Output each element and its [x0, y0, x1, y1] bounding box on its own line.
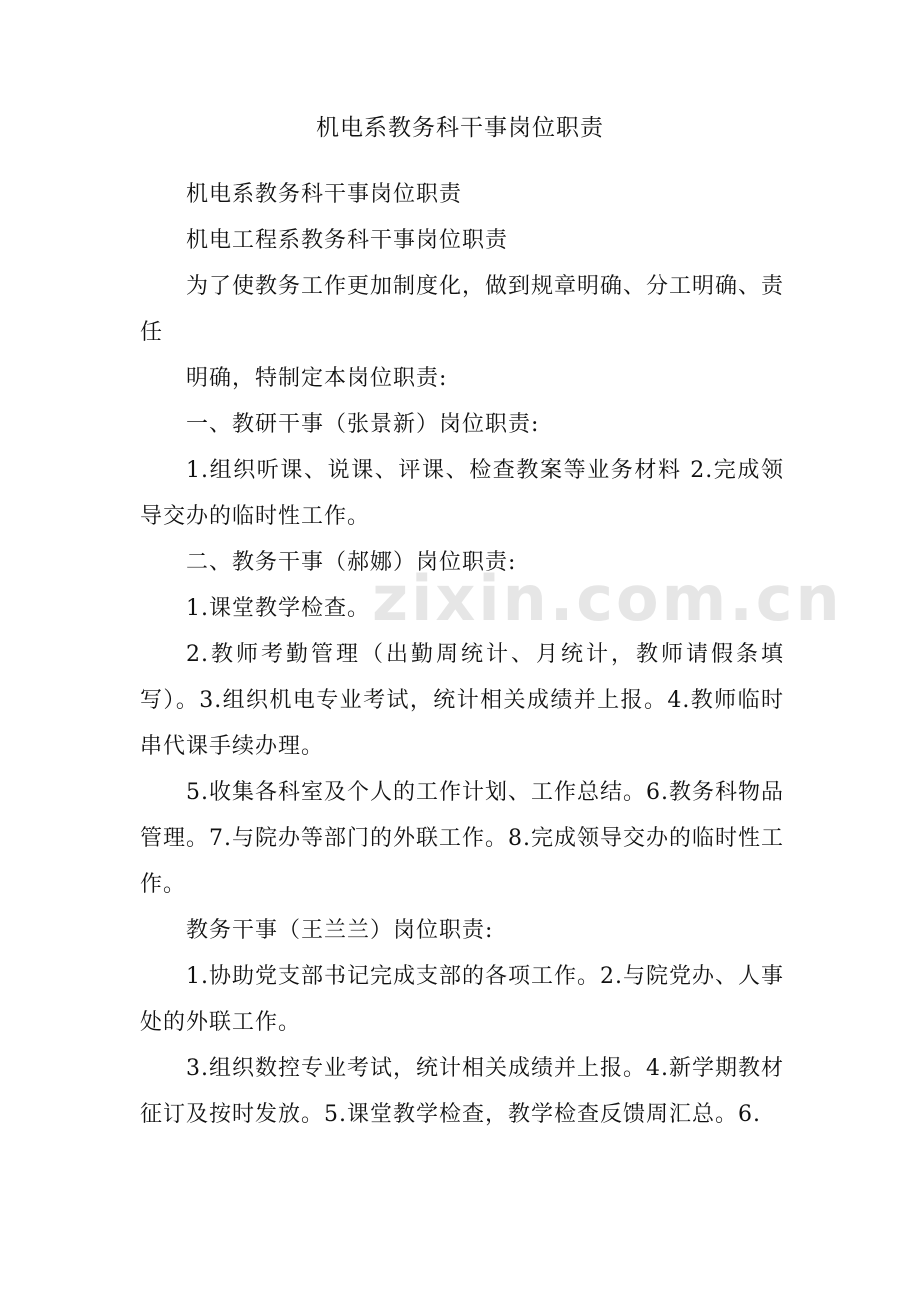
section-heading: 一、教研干事（张景新）岗位职责: [186, 412, 540, 437]
paragraph: 1.组织听课、说课、评课、检查教案等业务材料 2.完成领导交办的临时性工作。 [140, 458, 784, 529]
document-title: 机电系教务科干事岗位职责 [316, 115, 604, 141]
section-heading: 教务干事（王兰兰）岗位职责: [186, 918, 494, 943]
watermark-text: zixin.com.cn [372, 562, 843, 635]
paragraph: 3.组织数控专业考试，统计相关成绩并上报。4.新学期教材征订及按时发放。5.课堂教学检查，教学检查反馈周汇总。6. [140, 1056, 784, 1127]
paragraph: 5.收集各科室及个人的工作计划、工作总结。6.教务科物品管理。7.与院办等部门的外联工作。8.完成领导交办的临时性工作。 [140, 780, 784, 897]
paragraph: 明确，特制定本岗位职责: [186, 366, 448, 391]
paragraph: 为了使教务工作更加制度化，做到规章明确、分工明确、责任 [140, 274, 785, 345]
paragraph: 1.课堂教学检查。 [186, 596, 370, 621]
paragraph: 1.协助党支部书记完成支部的各项工作。2.与院党办、人事处的外联工作。 [140, 964, 784, 1035]
section-heading: 二、教务干事（郝娜）岗位职责: [186, 550, 517, 575]
paragraph: 机电工程系教务科干事岗位职责 [186, 228, 509, 253]
paragraph: 2.教师考勤管理（出勤周统计、月统计，教师请假条填写）。3.组织机电专业考试，统计相关成绩并上报。4.教师临时串代课手续办理。 [140, 642, 784, 759]
paragraph: 机电系教务科干事岗位职责 [186, 182, 463, 207]
document-body [140, 172, 784, 1138]
